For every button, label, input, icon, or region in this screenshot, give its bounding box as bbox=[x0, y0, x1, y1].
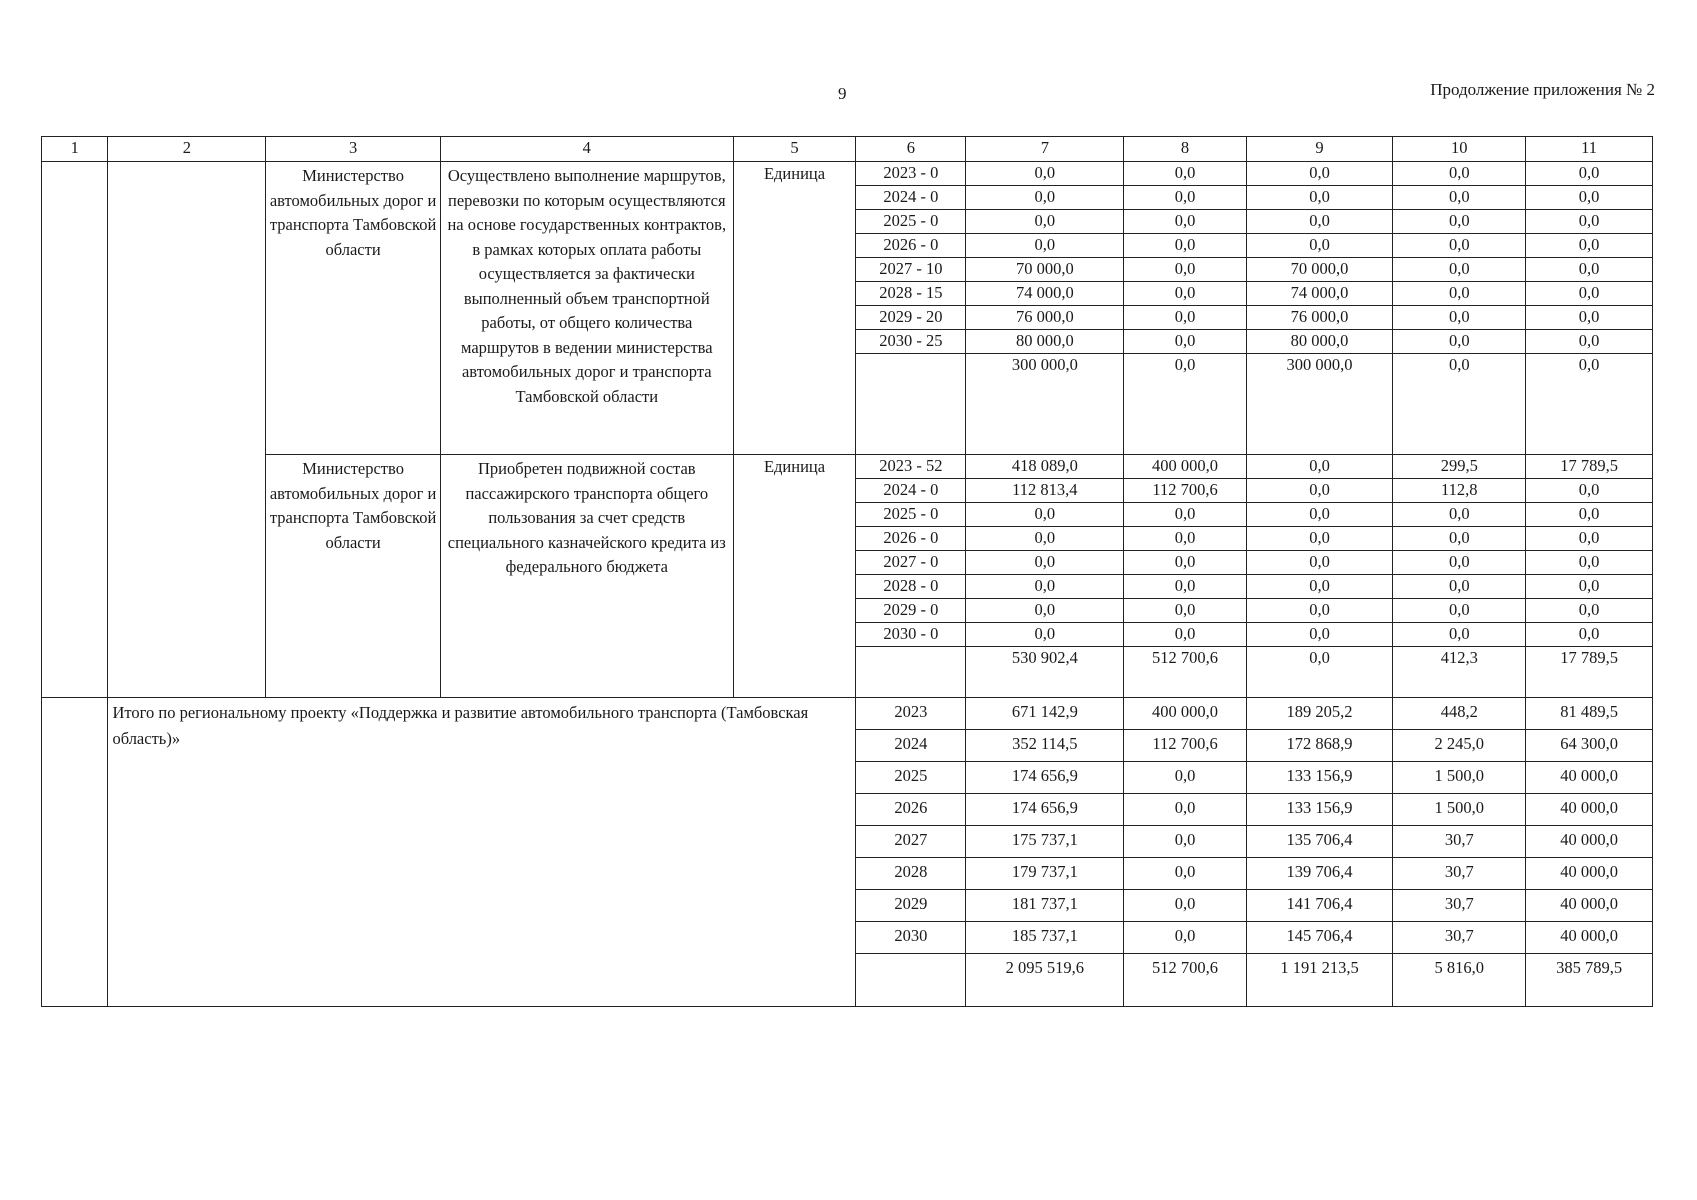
value-cell: 0,0 bbox=[1124, 922, 1247, 954]
total-value-cell: 530 902,4 bbox=[966, 647, 1124, 698]
value-cell: 0,0 bbox=[1393, 551, 1526, 575]
value-cell: 1 500,0 bbox=[1393, 762, 1526, 794]
period-cell: 2024 - 0 bbox=[856, 479, 966, 503]
value-cell: 0,0 bbox=[1246, 623, 1392, 647]
unit-cell: Единица bbox=[733, 162, 856, 455]
value-cell: 0,0 bbox=[1246, 479, 1392, 503]
value-cell: 40 000,0 bbox=[1526, 890, 1653, 922]
column-header: 3 bbox=[266, 137, 440, 162]
total-value-cell: 300 000,0 bbox=[1246, 354, 1392, 455]
value-cell: 0,0 bbox=[1393, 234, 1526, 258]
value-cell: 400 000,0 bbox=[1124, 698, 1247, 730]
table-row bbox=[42, 162, 1653, 186]
period-cell: 2025 - 0 bbox=[856, 210, 966, 234]
value-cell: 0,0 bbox=[1124, 330, 1247, 354]
value-cell: 30,7 bbox=[1393, 858, 1526, 890]
value-cell: 0,0 bbox=[1526, 162, 1653, 186]
value-cell: 0,0 bbox=[1124, 503, 1247, 527]
value-cell: 145 706,4 bbox=[1246, 922, 1392, 954]
value-cell: 74 000,0 bbox=[966, 282, 1124, 306]
value-cell: 0,0 bbox=[1124, 623, 1247, 647]
value-cell: 0,0 bbox=[1246, 210, 1392, 234]
value-cell: 133 156,9 bbox=[1246, 794, 1392, 826]
result-cell: Осуществлено выполнение маршрутов, перевозки по которым осуществляются на основе государственных контрактов, в рамках которых оплата работы осуществляется за фактически выполненный объем транспортной работы, от общего количества маршрутов в ведении министерства автомобильных дорог и транспорта Тамбовской области bbox=[440, 162, 733, 455]
value-cell: 0,0 bbox=[1393, 527, 1526, 551]
value-cell: 0,0 bbox=[966, 623, 1124, 647]
result-cell: Приобретен подвижной состав пассажирского транспорта общего пользования за счет средств специального казначейского кредита из федерального бюджета bbox=[440, 455, 733, 698]
period-cell: 2030 - 0 bbox=[856, 623, 966, 647]
value-cell: 0,0 bbox=[1246, 455, 1392, 479]
value-cell: 0,0 bbox=[966, 575, 1124, 599]
value-cell: 70 000,0 bbox=[1246, 258, 1392, 282]
value-cell: 40 000,0 bbox=[1526, 794, 1653, 826]
value-cell: 2 245,0 bbox=[1393, 730, 1526, 762]
period-cell: 2029 - 20 bbox=[856, 306, 966, 330]
value-cell: 400 000,0 bbox=[1124, 455, 1247, 479]
period-cell: 2025 - 0 bbox=[856, 503, 966, 527]
value-cell: 0,0 bbox=[1124, 527, 1247, 551]
value-cell: 0,0 bbox=[1124, 282, 1247, 306]
value-cell: 175 737,1 bbox=[966, 826, 1124, 858]
period-cell: 2028 bbox=[856, 858, 966, 890]
value-cell: 0,0 bbox=[966, 527, 1124, 551]
period-cell: 2023 - 0 bbox=[856, 162, 966, 186]
responsible-cell: Министерство автомобильных дорог и транспорта Тамбовской области bbox=[266, 162, 440, 455]
value-cell: 0,0 bbox=[1393, 575, 1526, 599]
total-value-cell: 0,0 bbox=[1124, 354, 1247, 455]
value-cell: 0,0 bbox=[1526, 234, 1653, 258]
value-cell: 0,0 bbox=[1246, 162, 1392, 186]
value-cell: 0,0 bbox=[1124, 551, 1247, 575]
period-cell: 2030 - 25 bbox=[856, 330, 966, 354]
value-cell: 0,0 bbox=[1124, 258, 1247, 282]
unit-cell: Единица bbox=[733, 455, 856, 698]
summary-label: Итого по региональному проекту «Поддержка и развитие автомобильного транспорта (Тамбовская область)» bbox=[108, 698, 856, 1007]
value-cell: 0,0 bbox=[1526, 623, 1653, 647]
total-value-cell: 5 816,0 bbox=[1393, 954, 1526, 1007]
period-cell: 2023 bbox=[856, 698, 966, 730]
value-cell: 418 089,0 bbox=[966, 455, 1124, 479]
value-cell: 40 000,0 bbox=[1526, 858, 1653, 890]
value-cell: 80 000,0 bbox=[1246, 330, 1392, 354]
value-cell: 0,0 bbox=[1124, 794, 1247, 826]
period-cell: 2028 - 15 bbox=[856, 282, 966, 306]
value-cell: 174 656,9 bbox=[966, 794, 1124, 826]
value-cell: 189 205,2 bbox=[1246, 698, 1392, 730]
value-cell: 0,0 bbox=[1124, 306, 1247, 330]
value-cell: 76 000,0 bbox=[966, 306, 1124, 330]
value-cell: 0,0 bbox=[1246, 599, 1392, 623]
column-number-row bbox=[42, 137, 1653, 162]
column-header: 11 bbox=[1526, 137, 1653, 162]
total-value-cell: 0,0 bbox=[1246, 647, 1392, 698]
total-value-cell: 512 700,6 bbox=[1124, 954, 1247, 1007]
period-cell: 2026 - 0 bbox=[856, 234, 966, 258]
value-cell: 671 142,9 bbox=[966, 698, 1124, 730]
summary-row bbox=[42, 698, 1653, 730]
value-cell: 0,0 bbox=[1393, 623, 1526, 647]
column-header: 5 bbox=[733, 137, 856, 162]
continuation-note: Продолжение приложения № 2 bbox=[1430, 80, 1655, 99]
column-header: 7 bbox=[966, 137, 1124, 162]
value-cell: 40 000,0 bbox=[1526, 922, 1653, 954]
value-cell: 17 789,5 bbox=[1526, 455, 1653, 479]
value-cell: 0,0 bbox=[1246, 234, 1392, 258]
value-cell: 0,0 bbox=[1526, 306, 1653, 330]
value-cell: 0,0 bbox=[1526, 186, 1653, 210]
value-cell: 112 813,4 bbox=[966, 479, 1124, 503]
value-cell: 0,0 bbox=[1124, 890, 1247, 922]
value-cell: 0,0 bbox=[966, 162, 1124, 186]
total-value-cell: 2 095 519,6 bbox=[966, 954, 1124, 1007]
value-cell: 0,0 bbox=[1393, 306, 1526, 330]
value-cell: 80 000,0 bbox=[966, 330, 1124, 354]
value-cell: 0,0 bbox=[1393, 330, 1526, 354]
col1-cell bbox=[42, 162, 108, 698]
value-cell: 0,0 bbox=[966, 599, 1124, 623]
period-cell: 2023 - 52 bbox=[856, 455, 966, 479]
value-cell: 0,0 bbox=[1393, 503, 1526, 527]
period-cell: 2027 - 0 bbox=[856, 551, 966, 575]
value-cell: 185 737,1 bbox=[966, 922, 1124, 954]
value-cell: 0,0 bbox=[1526, 575, 1653, 599]
period-cell: 2025 bbox=[856, 762, 966, 794]
value-cell: 179 737,1 bbox=[966, 858, 1124, 890]
total-value-cell: 412,3 bbox=[1393, 647, 1526, 698]
value-cell: 0,0 bbox=[1393, 210, 1526, 234]
value-cell: 0,0 bbox=[1393, 162, 1526, 186]
value-cell: 0,0 bbox=[1246, 551, 1392, 575]
value-cell: 0,0 bbox=[1246, 186, 1392, 210]
value-cell: 30,7 bbox=[1393, 890, 1526, 922]
report-table bbox=[41, 136, 1653, 1007]
value-cell: 112,8 bbox=[1393, 479, 1526, 503]
value-cell: 448,2 bbox=[1393, 698, 1526, 730]
value-cell: 112 700,6 bbox=[1124, 479, 1247, 503]
period-cell: 2024 bbox=[856, 730, 966, 762]
value-cell: 40 000,0 bbox=[1526, 762, 1653, 794]
column-header: 10 bbox=[1393, 137, 1526, 162]
value-cell: 0,0 bbox=[1124, 826, 1247, 858]
column-header: 6 bbox=[856, 137, 966, 162]
period-cell: 2024 - 0 bbox=[856, 186, 966, 210]
column-header: 4 bbox=[440, 137, 733, 162]
total-value-cell: 0,0 bbox=[1393, 354, 1526, 455]
value-cell: 0,0 bbox=[1124, 234, 1247, 258]
value-cell: 0,0 bbox=[1526, 599, 1653, 623]
value-cell: 299,5 bbox=[1393, 455, 1526, 479]
value-cell: 133 156,9 bbox=[1246, 762, 1392, 794]
value-cell: 0,0 bbox=[1393, 258, 1526, 282]
total-value-cell: 0,0 bbox=[1526, 354, 1653, 455]
responsible-cell: Министерство автомобильных дорог и транспорта Тамбовской области bbox=[266, 455, 440, 698]
value-cell: 0,0 bbox=[1526, 503, 1653, 527]
column-header: 9 bbox=[1246, 137, 1392, 162]
value-cell: 0,0 bbox=[966, 186, 1124, 210]
value-cell: 0,0 bbox=[1526, 479, 1653, 503]
period-cell bbox=[856, 647, 966, 698]
col2-cell bbox=[108, 162, 266, 698]
value-cell: 0,0 bbox=[1393, 186, 1526, 210]
value-cell: 352 114,5 bbox=[966, 730, 1124, 762]
value-cell: 172 868,9 bbox=[1246, 730, 1392, 762]
value-cell: 40 000,0 bbox=[1526, 826, 1653, 858]
value-cell: 0,0 bbox=[1393, 282, 1526, 306]
value-cell: 0,0 bbox=[1393, 599, 1526, 623]
value-cell: 141 706,4 bbox=[1246, 890, 1392, 922]
period-cell bbox=[856, 354, 966, 455]
total-value-cell: 300 000,0 bbox=[966, 354, 1124, 455]
value-cell: 112 700,6 bbox=[1124, 730, 1247, 762]
value-cell: 0,0 bbox=[966, 551, 1124, 575]
value-cell: 0,0 bbox=[1526, 282, 1653, 306]
value-cell: 0,0 bbox=[1124, 162, 1247, 186]
value-cell: 135 706,4 bbox=[1246, 826, 1392, 858]
value-cell: 74 000,0 bbox=[1246, 282, 1392, 306]
period-cell bbox=[856, 954, 966, 1007]
total-value-cell: 385 789,5 bbox=[1526, 954, 1653, 1007]
value-cell: 0,0 bbox=[1526, 258, 1653, 282]
period-cell: 2026 - 0 bbox=[856, 527, 966, 551]
value-cell: 0,0 bbox=[1124, 599, 1247, 623]
value-cell: 0,0 bbox=[1124, 858, 1247, 890]
period-cell: 2029 - 0 bbox=[856, 599, 966, 623]
period-cell: 2028 - 0 bbox=[856, 575, 966, 599]
page-number: 9 bbox=[838, 84, 847, 103]
column-header: 1 bbox=[42, 137, 108, 162]
table-row bbox=[42, 455, 1653, 479]
value-cell: 0,0 bbox=[1246, 527, 1392, 551]
value-cell: 0,0 bbox=[1124, 210, 1247, 234]
value-cell: 76 000,0 bbox=[1246, 306, 1392, 330]
value-cell: 0,0 bbox=[1124, 186, 1247, 210]
column-header: 8 bbox=[1124, 137, 1247, 162]
value-cell: 0,0 bbox=[1526, 551, 1653, 575]
period-cell: 2027 bbox=[856, 826, 966, 858]
value-cell: 0,0 bbox=[966, 210, 1124, 234]
value-cell: 0,0 bbox=[966, 503, 1124, 527]
period-cell: 2026 bbox=[856, 794, 966, 826]
value-cell: 70 000,0 bbox=[966, 258, 1124, 282]
value-cell: 0,0 bbox=[1246, 503, 1392, 527]
value-cell: 30,7 bbox=[1393, 922, 1526, 954]
value-cell: 0,0 bbox=[1124, 575, 1247, 599]
col1-cell bbox=[42, 698, 108, 1007]
value-cell: 81 489,5 bbox=[1526, 698, 1653, 730]
value-cell: 0,0 bbox=[1526, 527, 1653, 551]
value-cell: 0,0 bbox=[1526, 330, 1653, 354]
value-cell: 174 656,9 bbox=[966, 762, 1124, 794]
value-cell: 1 500,0 bbox=[1393, 794, 1526, 826]
value-cell: 30,7 bbox=[1393, 826, 1526, 858]
value-cell: 0,0 bbox=[1124, 762, 1247, 794]
value-cell: 0,0 bbox=[1526, 210, 1653, 234]
column-header: 2 bbox=[108, 137, 266, 162]
value-cell: 139 706,4 bbox=[1246, 858, 1392, 890]
total-value-cell: 512 700,6 bbox=[1124, 647, 1247, 698]
value-cell: 64 300,0 bbox=[1526, 730, 1653, 762]
value-cell: 0,0 bbox=[1246, 575, 1392, 599]
value-cell: 181 737,1 bbox=[966, 890, 1124, 922]
total-value-cell: 17 789,5 bbox=[1526, 647, 1653, 698]
period-cell: 2030 bbox=[856, 922, 966, 954]
value-cell: 0,0 bbox=[966, 234, 1124, 258]
period-cell: 2027 - 10 bbox=[856, 258, 966, 282]
period-cell: 2029 bbox=[856, 890, 966, 922]
total-value-cell: 1 191 213,5 bbox=[1246, 954, 1392, 1007]
